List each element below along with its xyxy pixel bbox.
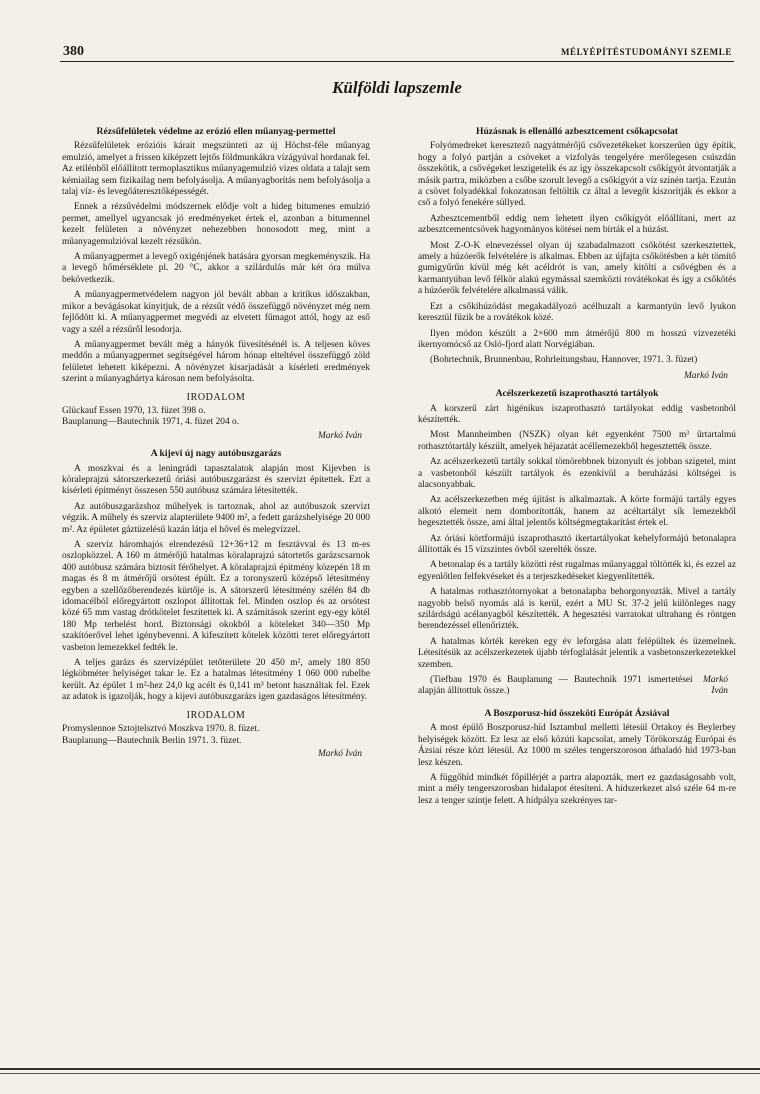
paragraph: Most Z-O-K elnevezéssel olyan új szabadalmazott csőkötést szerkesztettek, amely a húzóerők felvételére is alkalmas. Ebben az újfajta csőkötésben a két tömítő gumigyűrűn kívül még két acéldrót is van, amely kitölti a csővégben és a karmantyúban levő félkör alakú egymással szemközti rovátékokat és így a csőkötés a húzóerők felvételére alkalmassá válik. (418, 240, 736, 297)
paragraph: A műanyagpermetvédelem nagyon jól bevált abban a kritikus időszakban, mikor a bevágásokat kinyitjuk, de a rézsűt védő összefüggő növényzet még nem fejlődött ki. A műanyagpermet megvédi az elvetett fűmagot attól, hogy az eső vagy a szél a rézsűről lesodorja. (62, 290, 370, 335)
article-title: Húzásnak is ellenálló azbesztcement csőkapcsolat (476, 126, 678, 137)
paragraph: A függőhíd mindkét főpillérjét a partra alapozták, mert ez gazdaságosabb volt, mint a mély tengerszorosban hidalapot étesíteni. A hídszerkezet alsó széle 64 m-re lesz a tenger szintje felett. A hídpálya szekrényes tar- (418, 772, 736, 806)
literature-item: Promyslennoe Sztojtelsztvó Moszkva 1970. 8. füzet. (62, 724, 260, 735)
paragraph: Azbesztcementből eddig nem lehetett ilyen csőkígyót előállítani, mert az azbesztcementcsövek hagyományos kötései nem bírták el a húzást. (418, 213, 736, 236)
source-note: (Bohrtechnik, Brunnenbau, Rohrleitungsbau, Hannover, 1971. 3. füzet) (430, 355, 698, 366)
paragraph: A korszerű zárt higénikus iszaprothasztó tartályokat eddig vasbetonból készítették. (418, 403, 736, 425)
paragraph: Rézsűfelületek erózióis kárait megszünteti az új Höchst-féle műanyag emulzió, amelyet a frissen kiképzett lejtős földmunkákra vízágyúval hordanak fel. Az etilénből előállított termoplasztikus műanyagemulzió vizes oldata a talajt sem kémiailag sem fizikailag nem befolyásolja. A műanyagborítás nem befolyásolja a talaj víz- és levegőáteresztőképességét. (62, 141, 370, 198)
paragraph: Most Mannheimben (NSZK) olyan két egyenként 7500 m³ űrtartalmú rothasztótartály készült, amelyek héjazatát acéllemezekből hegesztették össze. (418, 430, 736, 452)
paragraph: Ennek a rézsűvédelmi módszernek elődje volt a hideg bitumenes emulzió permet, amellyel ugyancsak jó eredményeket értek el, azonban a bitumennel kezelt felületen a növényzet nehezebben honosodott meg, mint a műanyagemulzióval kezelt rézsűkön. (62, 202, 370, 247)
paragraph: Az acélszerkezetben még újitást is alkalmaztak. A körte formájú tartály egyes alkotó elemeit nem domborították, hanem az acéltartályt sík lemezekből hegesztették össze, ami által jelentős költségmegtakarítást értek el. (418, 495, 736, 529)
source-row (418, 675, 736, 702)
page-number: 380 (63, 44, 84, 59)
literature-item: Bauplanung—Bautechnik Berlin 1971. 3. füzet. (62, 735, 242, 746)
paragraph: Az óriási körtformájú iszaprothasztó ikertartályokat kehelyformájú betonalapra állították és 15 vízszintes övből szerelték össze. (418, 533, 736, 555)
author: Markó Iván (703, 675, 728, 697)
paragraph: A moszkvai és a leningrádi tapasztalatok alapján most Kijevben is köraleprajzú sátorszerkezetű óriási autóbuszgarázst és szervizt építettek. Ezt a kísérleti épitményt összesen 550 autóbusz számára létesítették. (62, 463, 370, 497)
right-column (418, 124, 736, 811)
literature-item: Glückauf Essen 1970, 13. füzet 398 o. (62, 405, 206, 416)
literature-item: Bauplanung—Bautechnik 1971, 4. füzet 204 o. (62, 417, 240, 428)
paragraph: A műanyagpermet bevált még a hányók füvesítésénél is. A teljesen köves meddőn a műanyagpermet segítségével három hónap elteltével összefüggő zöld felületet lehetett kiképezni. A növényzet kisarjadását a kísérleti eredmények szerint a műanyaghártya károsan nem befolyásolta. (62, 339, 370, 385)
literature-heading: IRODALOM (186, 391, 246, 403)
paragraph: A szerviz háromhajós elrendezésű 12+36+12 m fesztávval és 13 m-es oszlopközzel. A 160 m átmérőjű hatalmas köralaprajzú sátortetős garázscsarnok 400 autóbusz számára biztosít férőhelyet. A köralaprajzú épitmény közepén 18 m magas és 8 m átmérőjű orsótest épült. Ez a toronyszerű középső létesítmény egyben a szellőzőberendezés kürtője is. A sátorszerű létesítmény szélén 84 db idomacélból előregyártott oszlopot állítottak fel. Minden oszlop és az orsótest közé 65 mm vastag drótkötelet feszítettek ki. A számítások szerint egy-egy kötél 180 Mp terhelést hord. Biztonsági okokból a köteleket 340—350 Mp szakítóerővel lehet igénybevenni. A kifeszített kötelek közötti teret előregyártott vasbeton lemezekkel fedték le. (62, 540, 370, 653)
paragraph: A betonalap és a tartály közötti rést rugalmas műanyaggal töltötték ki, és ezzel az egyenlőtlen felfekvéseket és a terjeszkedéseket kiegyenlítették. (418, 560, 736, 582)
literature-heading: IRODALOM (186, 709, 246, 721)
literature-list (62, 724, 370, 747)
paragraph: Ilyen módon készült a 2×600 mm átmérőjű 800 m hosszú vízvezetéki ikernyomócső az Osló-fjord alatt Norvégiában. (418, 328, 736, 350)
paragraph: Az acélszerkezetű tartály sokkal tömörebbnek bizonyult és jobban szigetel, mint a vasbetonból készült tartályok és ezenkívül a beruházási költségei is alacsonyabbak. (418, 457, 736, 490)
article-title: A kijevi új nagy autóbuszgarázs (150, 448, 282, 460)
paragraph: Az autóbuszgarázshoz műhelyek is tartoznak, ahol az autóbuszok szervizt végzik. A műhely és szerviz alapterülete 9400 m², a fedett garázshelyisége 20 000 m². Az épületet gáztüzelésű kazán látja el hővel és melegvízzel. (62, 501, 370, 535)
author: Markó Iván (318, 748, 362, 759)
footer-rule (0, 1073, 760, 1074)
article-title: Rézsűfelületek védelme az erózió ellen műanyag-permettel (96, 126, 336, 137)
footer-rule (0, 1068, 760, 1070)
paragraph: Ezt a csőkihúzódást megakadályozó acélhuzalt a karmantyún levő lyukon keresztül fűzik be a rovátékok közé. (418, 301, 736, 324)
paragraph: A műanyagpermet a levegő oxigénjének hatására gyorsan megkeményszik. Ha a levegő hőmérséklete pl. 20 °C, akkor a szilárdulás már két óra múlva bekövetkezik. (62, 252, 370, 285)
author: Markó Iván (684, 370, 728, 381)
left-column (62, 124, 370, 766)
header-rule (60, 61, 734, 62)
article-title: Acélszerkezetű iszaprothasztó tartályok (495, 388, 659, 400)
paragraph: Folyómedreket keresztező nagyátmérőjű csővezetékeket korszerűen úgy építik, hogy a folyó partján a csöveket a vízfolyás tengelyére merőlegesen csúszdán összekötik, a csővégeket leszigetelik és az így összekapcsolt csőkígyót átvontatják a másik partra, miközben a csőbe szorult levegő a csőkígyót a víz színén tartja. Ezután a csövet folyadékkal fokozatosan feltöltik cz által a levegőt kiszorítják és ekkor a cső a folyó fenekére süllyed. (418, 141, 736, 209)
paragraph: A teljes garázs és szervizépület tetőterülete 20 450 m², amely 180 850 légköbméter helyiséget takar le. Ez a hatalmas létesítmény 1 060 000 rubelbe került. Az épület 1 m²-hez 24,0 kg acélt és 0,141 m³ betont használtak fel. Ezek az adatok is igazolják, hogy a kijevi autóbuszgarázs igen gazdaságos létesítmény. (62, 658, 370, 703)
article-title: A Boszporusz-híd összeköti Európát Ázsiával (484, 707, 670, 719)
paragraph: A hatalmas körték kereken egy év leforgása alatt felépültek és üzemelnek. Létesítésük az acélszerkezetek újabb térfoglalását jelentik a vasbetonszerkezetekkel szemben. (418, 636, 736, 670)
source-note: (Tiefbau 1970 és Bauplanung — Bautechnik 1971 ismertetései alapján állítottuk össze.) (418, 675, 693, 697)
paragraph: A most épülő Boszporusz-híd Isztambul melletti létesül Ortakoy és Beylerbey helyiségek között. Ez lesz az első közúti kapcsolat, amely Törökország Európai és Ázsiai része közt létesül. Az 1000 m széles tengerszoroson áthaladó híd 1973-ban lesz készen. (418, 723, 736, 768)
journal-title: MÉLYÉPÍTÉSTUDOMÁNYI SZEMLE (560, 47, 732, 57)
paragraph: A hatalmas rothasztótornyokat a betonalapba behorgonyozták. Mivel a tartály nagyobb belső nyomás alá is kerül, ezért a MU St. 37-2 jelű különleges nagy szilárdságú acélanyagból készítették. A hegesztési varratokat ultrahang és röntgen berendezéssel ellenőrizték. (418, 587, 736, 632)
literature-list (62, 406, 370, 429)
section-title: Külföldi lapszemle (332, 78, 462, 97)
author: Markó Iván (318, 430, 362, 441)
